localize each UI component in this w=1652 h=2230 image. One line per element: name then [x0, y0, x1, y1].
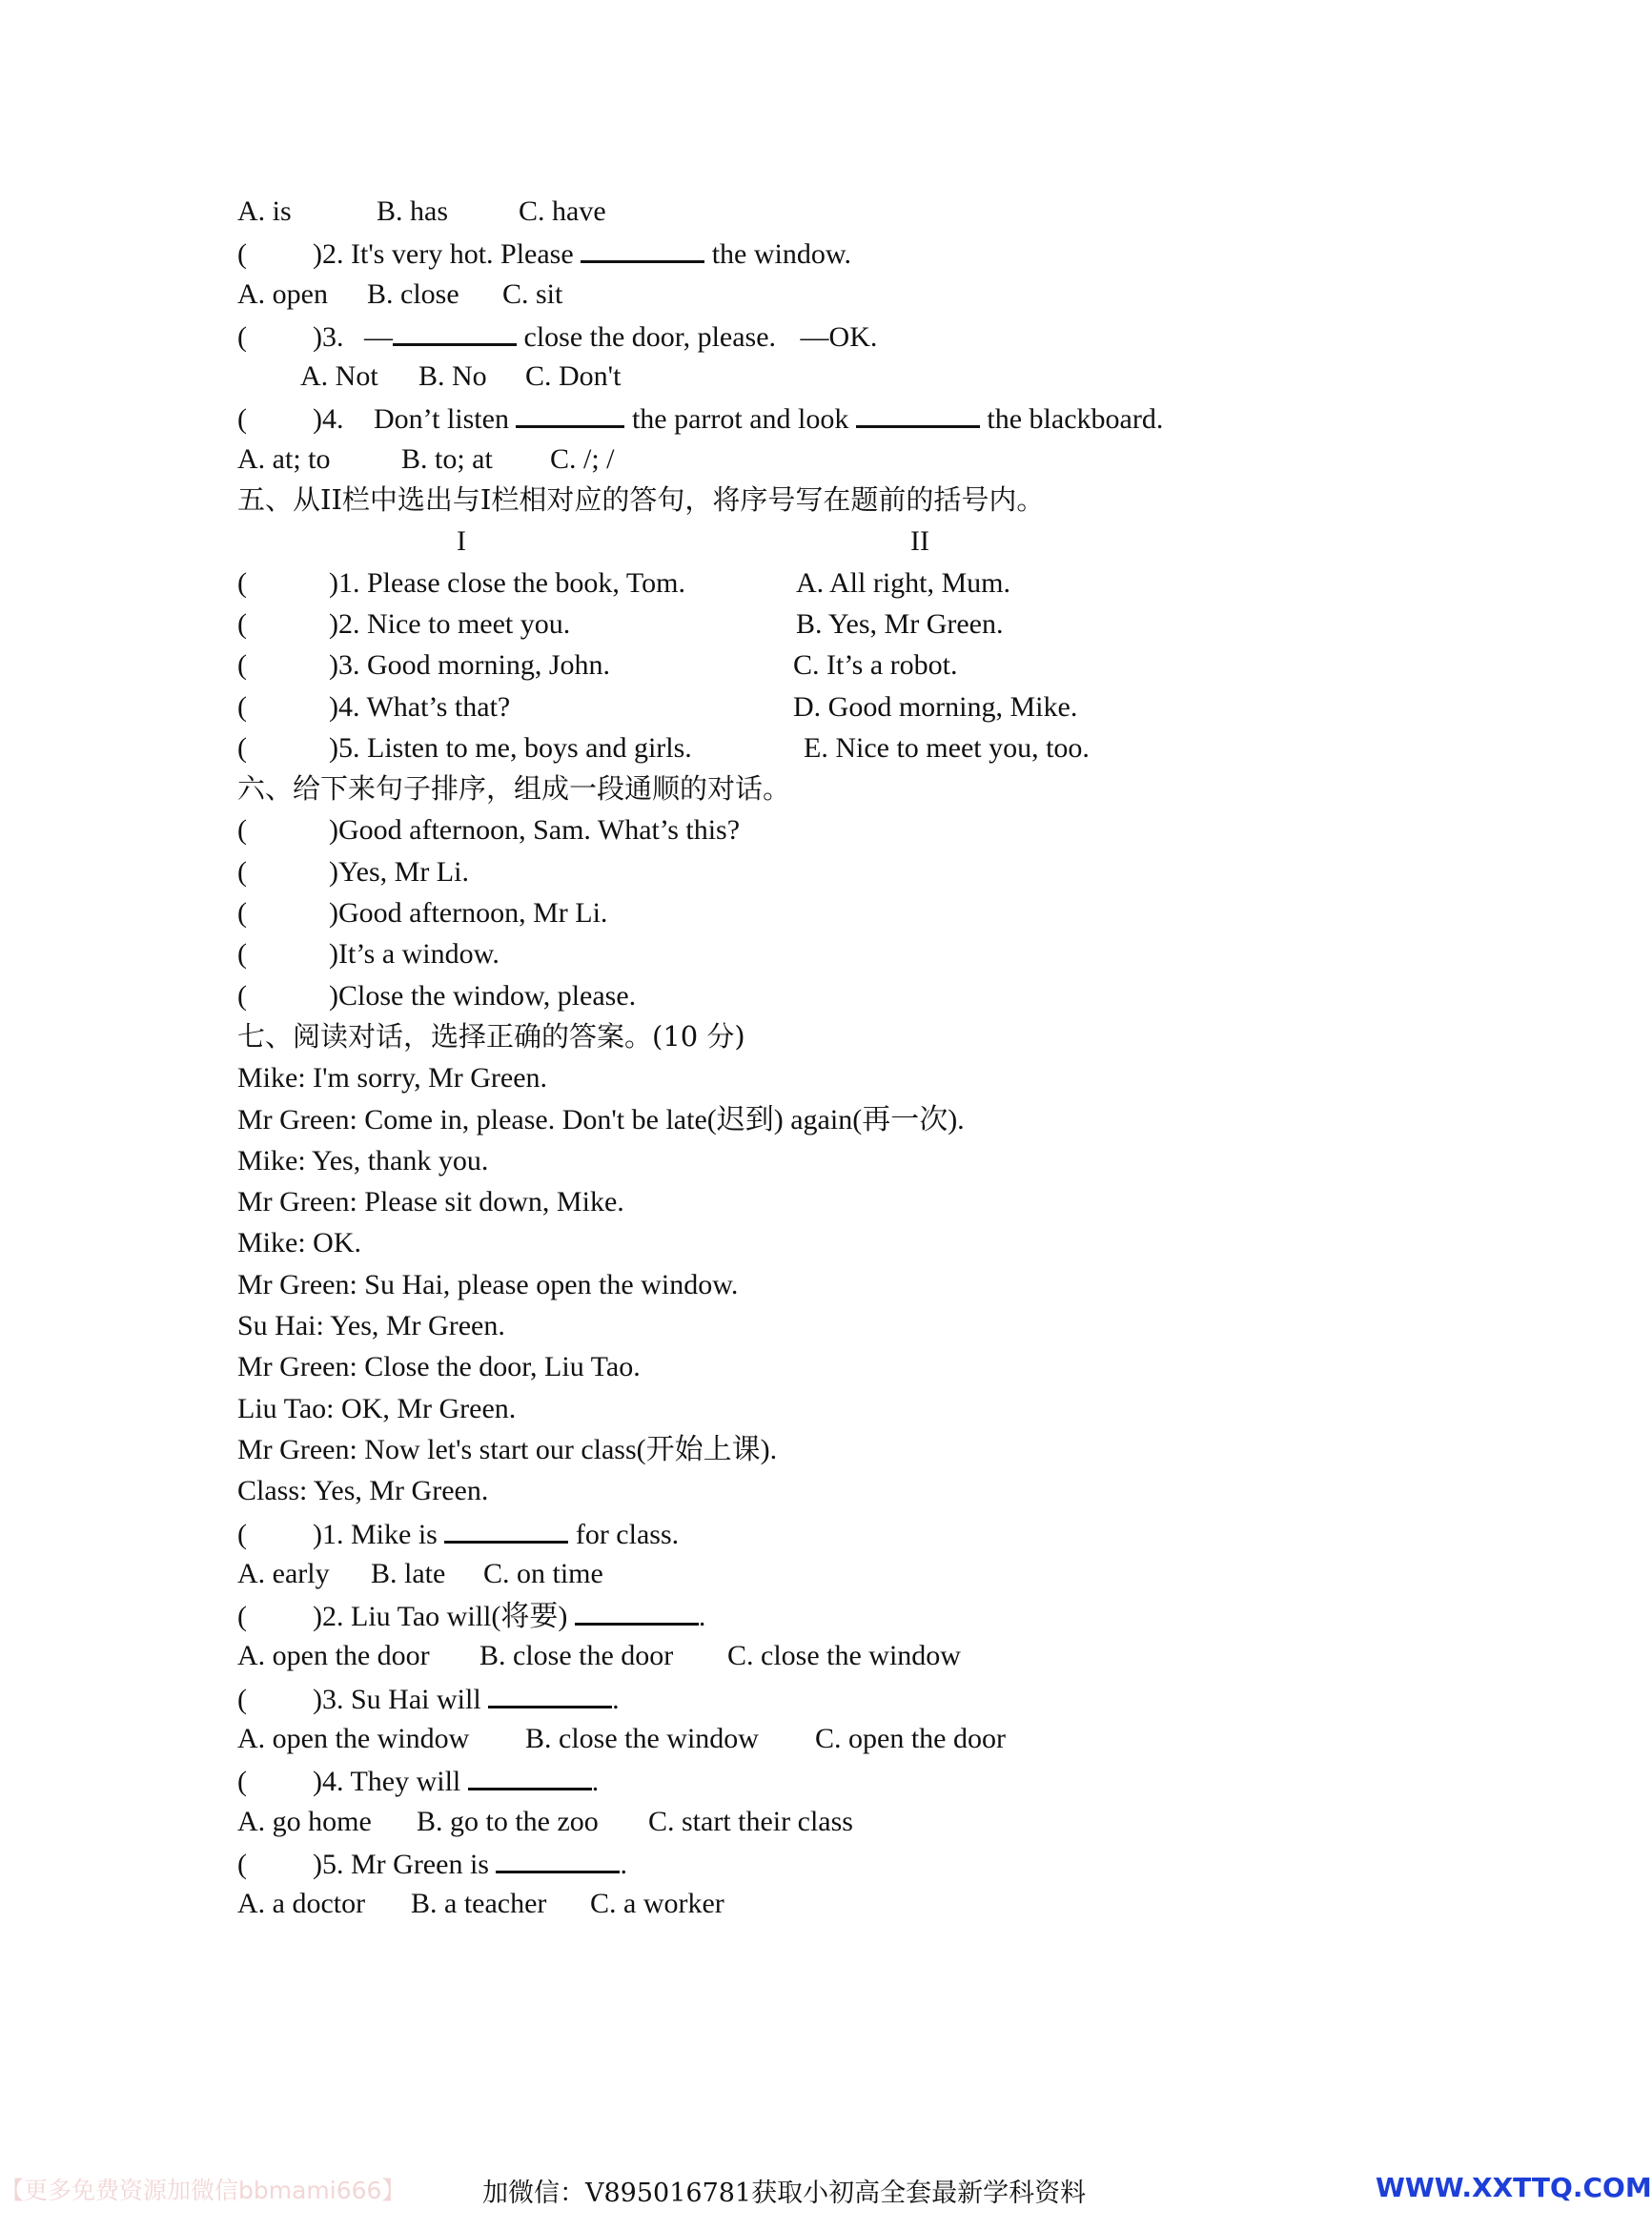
answer-blank[interactable]: [581, 232, 704, 263]
match-row: [237, 604, 1381, 644]
answer-blank[interactable]: [488, 1677, 612, 1708]
option: A. go home: [237, 1805, 372, 1837]
order-text: )Close the window, please.: [329, 979, 637, 1012]
q7-5-stem: [237, 1842, 1381, 1883]
q4-4-options: [237, 439, 1381, 480]
dialogue-line: Mr Green: Su Hai, please open the window.: [237, 1268, 739, 1300]
dialogue-line: Su Hai: Yes, Mr Green.: [237, 1310, 505, 1342]
order-row: [237, 892, 1381, 933]
option: A. open: [237, 277, 328, 310]
option: C. Don't: [525, 360, 622, 393]
stem-text: for class.: [575, 1518, 680, 1550]
order-text: )Yes, Mr Li.: [329, 855, 469, 888]
stem-text: )4.: [313, 403, 344, 436]
answer-blank[interactable]: [393, 315, 517, 346]
stem-text: )4. They will: [313, 1766, 461, 1798]
q7-1-stem: [237, 1512, 1381, 1553]
option: B. No: [418, 360, 487, 393]
option: B. has: [377, 195, 448, 227]
option: C. close the window: [727, 1640, 961, 1672]
answer-paren[interactable]: (: [237, 1683, 247, 1715]
option: A. a doctor: [237, 1888, 366, 1920]
order-text: )Good afternoon, Sam. What’s this?: [329, 814, 741, 847]
answer-paren[interactable]: (: [237, 814, 247, 847]
match-left: )1. Please close the book, Tom.: [329, 566, 685, 599]
q4-2-options: [237, 274, 1381, 315]
order-text: )It’s a window.: [329, 938, 500, 971]
q7-4-options: [237, 1801, 1381, 1842]
match-right: C. It’s a robot.: [793, 649, 958, 682]
match-row: [237, 563, 1381, 604]
answer-paren[interactable]: (: [237, 238, 247, 271]
section5-column-headers: [237, 521, 1381, 562]
option: C. start their class: [648, 1805, 853, 1837]
option: B. late: [371, 1557, 446, 1589]
option: B. close the door: [479, 1640, 674, 1672]
option: C. on time: [483, 1557, 603, 1589]
option: A. open the door: [237, 1640, 430, 1672]
answer-blank[interactable]: [444, 1512, 568, 1544]
answer-paren[interactable]: (: [237, 690, 247, 723]
stem-text: .: [612, 1683, 620, 1715]
order-row: [237, 851, 1381, 892]
option: B. close the window: [525, 1722, 759, 1754]
q7-3-options: [237, 1718, 1381, 1759]
option: C. open the door: [815, 1722, 1006, 1754]
q4-4-stem: [237, 397, 1381, 438]
q4-2-stem: [237, 232, 1381, 273]
match-left: )5. Listen to me, boys and girls.: [329, 731, 692, 764]
q7-5-options: [237, 1883, 1381, 1924]
answer-blank[interactable]: [516, 397, 624, 428]
option: A. open the window: [237, 1722, 470, 1754]
stem-text: )2. It's very hot. Please: [313, 238, 574, 271]
match-row: [237, 686, 1381, 727]
answer-paren[interactable]: (: [237, 1518, 247, 1550]
match-left: )4. What’s that?: [329, 690, 511, 723]
stem-text: the window.: [711, 238, 852, 271]
q7-1-options: [237, 1553, 1381, 1594]
column-header-i: I: [457, 525, 466, 558]
order-row: [237, 933, 1381, 974]
answer-blank[interactable]: [856, 397, 980, 428]
option: A. Not: [300, 360, 378, 393]
answer-paren[interactable]: (: [237, 938, 247, 971]
q7-4-stem: [237, 1759, 1381, 1800]
stem-text: )3. Su Hai will: [313, 1683, 481, 1715]
option: A. at; to: [237, 442, 331, 475]
match-right: B. Yes, Mr Green.: [796, 607, 1004, 640]
answer-paren[interactable]: (: [237, 403, 247, 436]
option: C. have: [519, 195, 606, 227]
answer-blank[interactable]: [575, 1594, 699, 1626]
answer-paren[interactable]: (: [237, 649, 247, 682]
answer-paren[interactable]: (: [237, 897, 247, 930]
stem-text: .: [591, 1766, 600, 1798]
option: B. a teacher: [411, 1888, 547, 1920]
q7-2-options: [237, 1635, 1381, 1676]
match-left: )2. Nice to meet you.: [329, 607, 571, 640]
reply-text: —OK.: [800, 320, 878, 353]
option: A. early: [237, 1557, 330, 1589]
dialogue-line: Mr Green: Please sit down, Mike.: [237, 1186, 624, 1218]
answer-paren[interactable]: (: [237, 1848, 247, 1880]
section6-title: 六、给下来句子排序，组成一段通顺的对话。: [237, 772, 791, 806]
match-row: [237, 727, 1381, 768]
order-row: [237, 809, 1381, 850]
stem-text: the parrot and look: [631, 403, 849, 436]
worksheet-page: [237, 191, 1381, 1924]
q7-2-stem: [237, 1594, 1381, 1635]
match-right: A. All right, Mum.: [796, 566, 1011, 599]
column-header-ii: II: [910, 525, 929, 558]
stem-text: Don’t listen: [374, 403, 509, 436]
stem-text: )1. Mike is: [313, 1518, 438, 1550]
dialogue-line: Class: Yes, Mr Green.: [237, 1475, 489, 1507]
section7-title: 七、阅读对话，选择正确的答案。(10 分): [237, 1019, 745, 1053]
dialogue-line: Mike: I'm sorry, Mr Green.: [237, 1062, 548, 1095]
stem-text: .: [698, 1601, 706, 1633]
answer-paren[interactable]: (: [237, 320, 247, 353]
q7-3-stem: [237, 1677, 1381, 1718]
stem-text: close the door, please.: [523, 320, 777, 353]
answer-paren[interactable]: (: [237, 979, 247, 1012]
promo-footer: 加微信：V895016781获取小初高全套最新学科资料: [482, 2179, 1087, 2208]
dash: —: [364, 320, 393, 353]
match-left: )3. Good morning, John.: [329, 649, 610, 682]
q4-1-options: [237, 191, 1381, 232]
option: C. /; /: [550, 442, 615, 475]
q4-3-options: [237, 356, 1381, 397]
dialogue-line: Mr Green: Close the door, Liu Tao.: [237, 1351, 641, 1383]
answer-paren[interactable]: (: [237, 1766, 247, 1798]
answer-paren[interactable]: (: [237, 855, 247, 888]
watermark-footer: 【更多免费资源加微信bbmami666】: [0, 2177, 406, 2204]
order-row: [237, 975, 1381, 1016]
stem-text: )2. Liu Tao will(将要): [313, 1601, 568, 1633]
answer-paren[interactable]: (: [237, 731, 247, 764]
match-right: E. Nice to meet you, too.: [804, 731, 1090, 764]
stem-text: the blackboard.: [987, 403, 1164, 436]
stem-text: )5. Mr Green is: [313, 1848, 489, 1880]
section5-title: 五、从II栏中选出与I栏相对应的答句，将序号写在题前的括号内。: [237, 483, 1045, 517]
option: C. a worker: [590, 1888, 724, 1920]
answer-blank[interactable]: [468, 1759, 592, 1790]
match-right: D. Good morning, Mike.: [793, 690, 1078, 723]
option: A. is: [237, 195, 292, 227]
option: B. to; at: [401, 442, 493, 475]
option: C. sit: [502, 277, 563, 310]
stem-text: )3.: [313, 320, 344, 353]
answer-paren[interactable]: (: [237, 566, 247, 599]
answer-paren[interactable]: (: [237, 607, 247, 640]
option: B. close: [367, 277, 459, 310]
option: B. go to the zoo: [417, 1805, 599, 1837]
site-link[interactable]: WWW.XXTTQ.COM: [1376, 2172, 1652, 2203]
dialogue-line: Mike: OK.: [237, 1227, 361, 1259]
dialogue-line: Mr Green: Come in, please. Don't be late(迟到) again(再一次).: [237, 1103, 965, 1135]
dialogue-line: Mike: Yes, thank you.: [237, 1144, 489, 1176]
q4-3-stem: [237, 315, 1381, 356]
dialogue-line: Liu Tao: OK, Mr Green.: [237, 1392, 517, 1424]
match-row: [237, 644, 1381, 685]
dialogue-line: Mr Green: Now let's start our class(开始上课).: [237, 1433, 778, 1465]
answer-blank[interactable]: [496, 1842, 620, 1873]
stem-text: .: [620, 1848, 627, 1880]
answer-paren[interactable]: (: [237, 1601, 247, 1633]
order-text: )Good afternoon, Mr Li.: [329, 897, 608, 930]
